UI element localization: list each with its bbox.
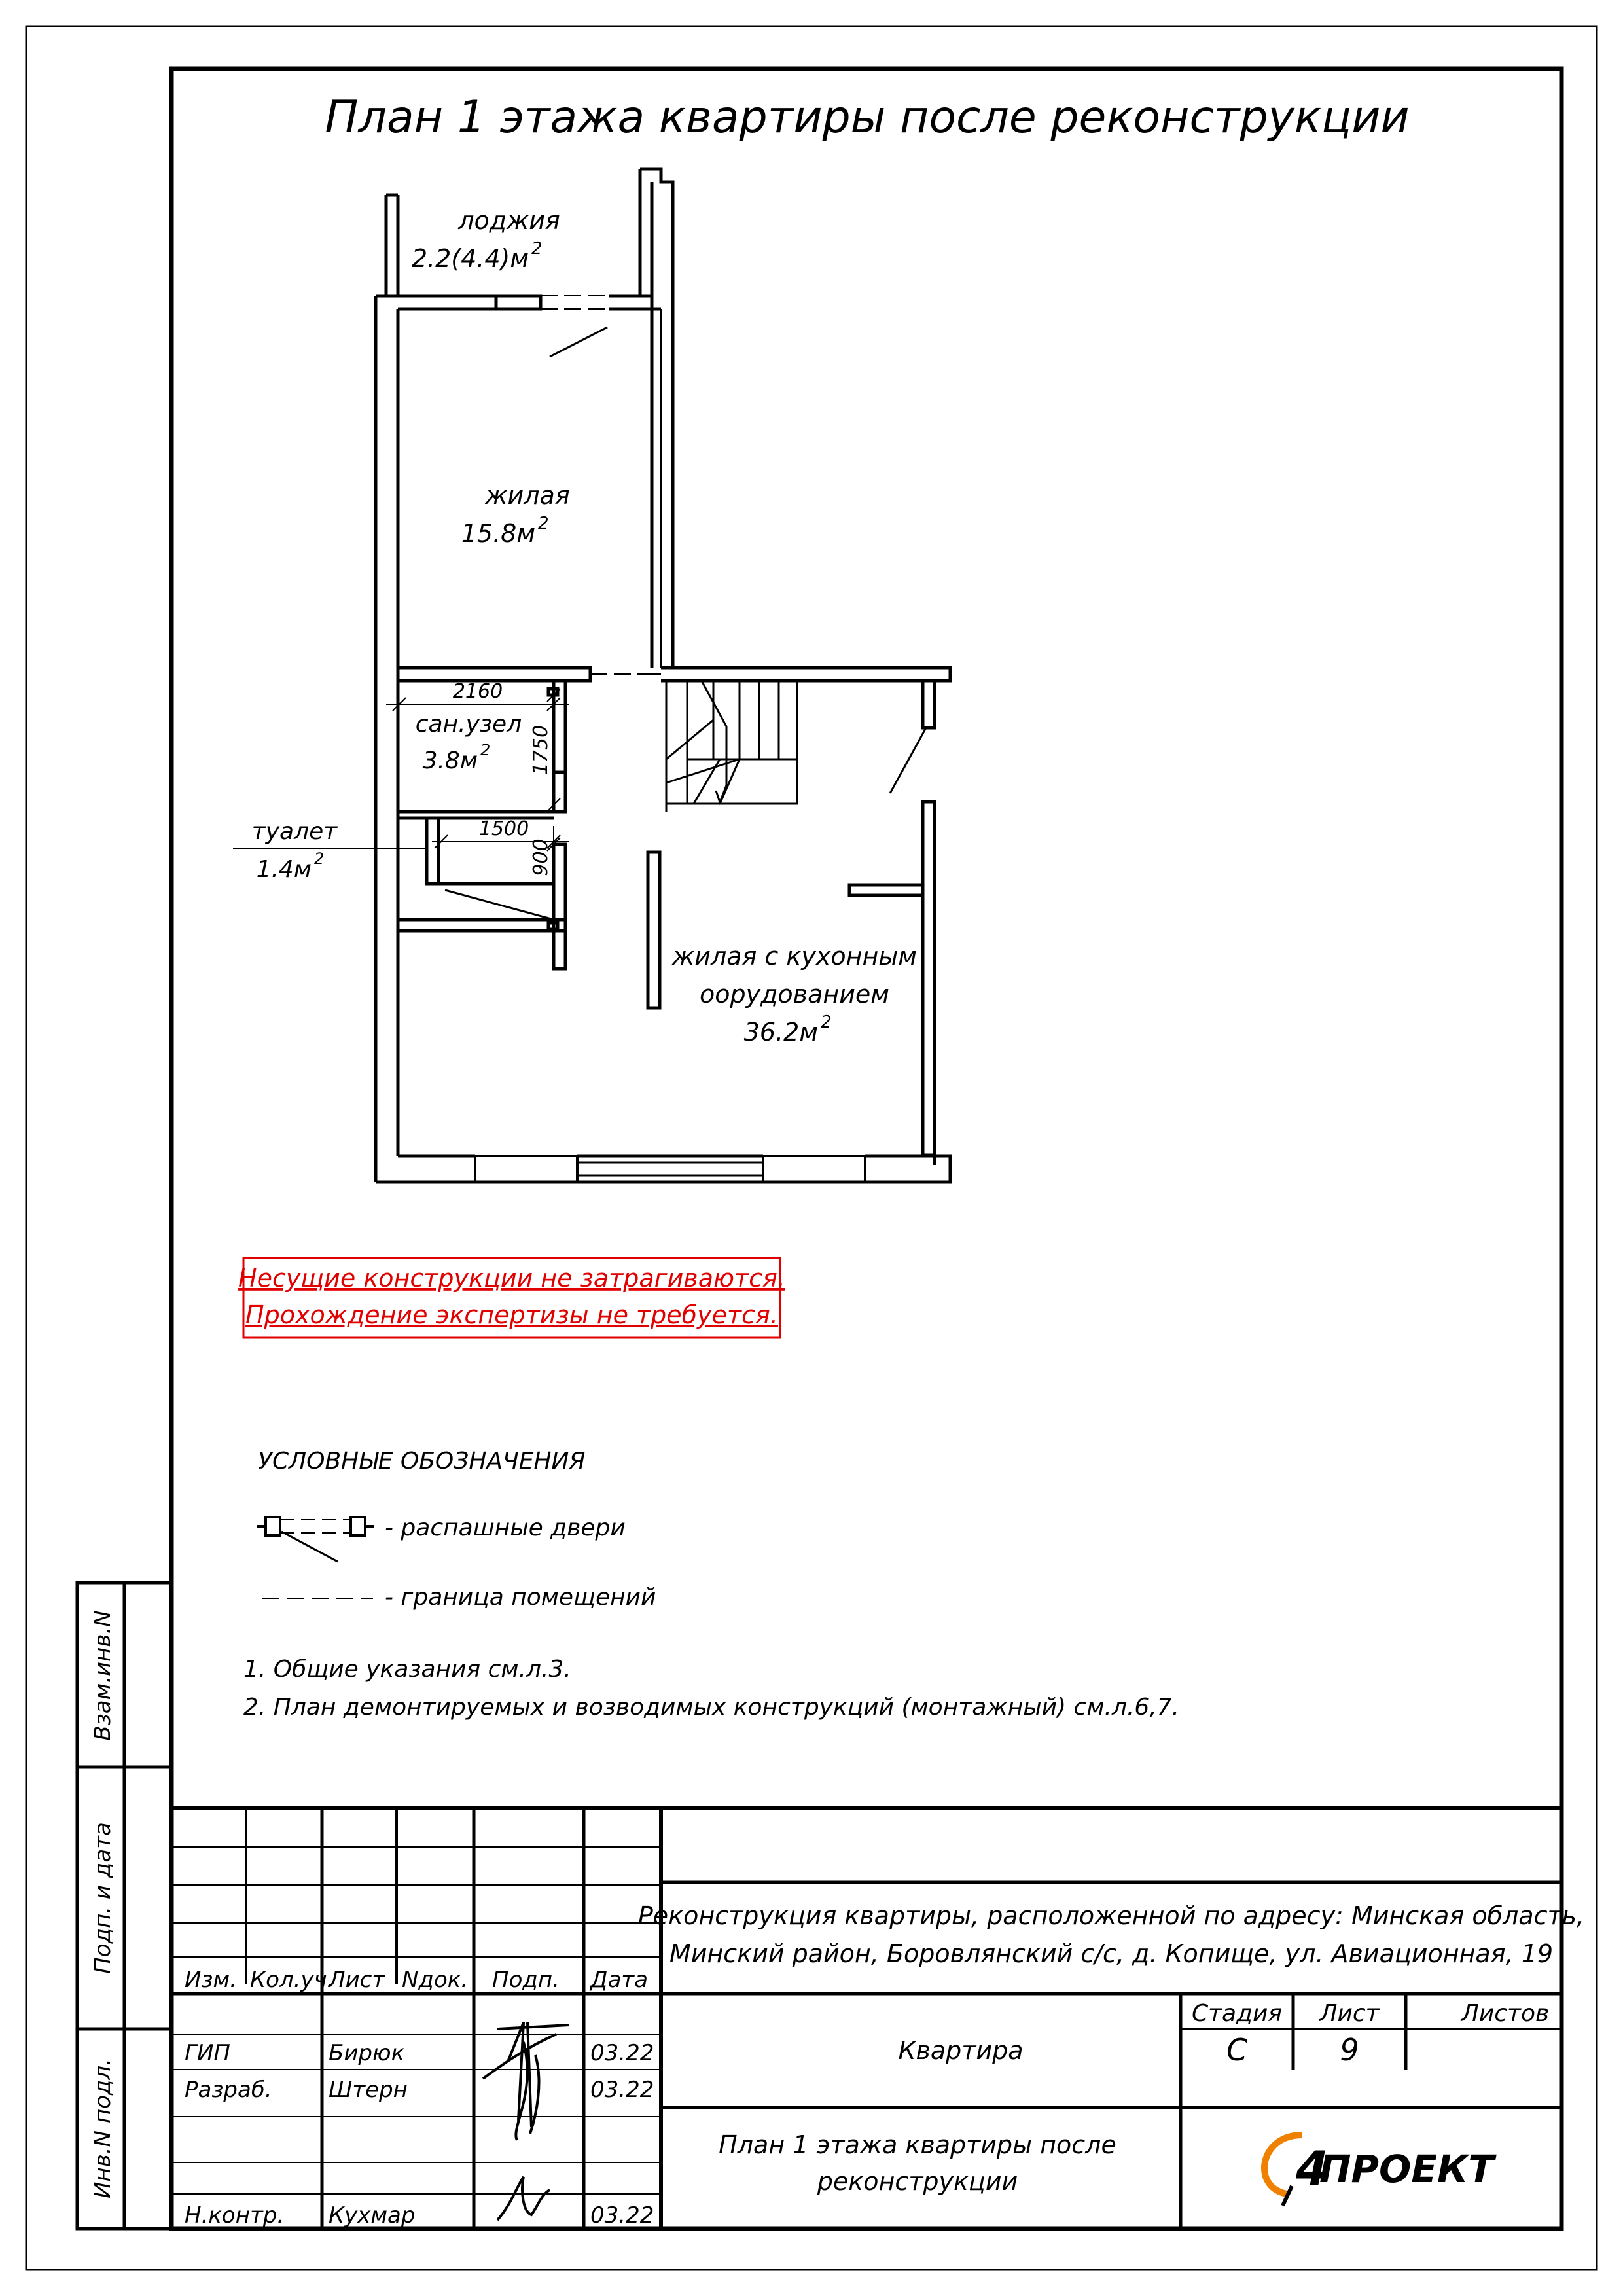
notice-box — [238, 1258, 785, 1338]
bath-area-sup: 2 — [480, 741, 491, 759]
door-symbol-icon — [257, 1517, 374, 1562]
hdr-ndok: Nдок. — [402, 1967, 469, 1993]
loggia-area-sup: 2 — [531, 239, 543, 259]
row-gip-role: ГИП — [185, 2040, 230, 2066]
sheet-value: 9 — [1340, 2032, 1359, 2068]
bath-area: 3.8м — [422, 747, 478, 774]
dim-bath-depth: 1750 — [529, 725, 552, 776]
sheet-title-2: реконструкции — [817, 2167, 1018, 2196]
room-labels — [252, 206, 917, 1047]
hdr-list: Лист — [329, 1967, 385, 1993]
toilet-label: туалет — [251, 818, 338, 845]
row-nk-name: Кухмар — [329, 2202, 416, 2229]
sheet-trim — [26, 26, 1597, 2270]
kitchen-label-1: жилая с кухонным — [672, 942, 917, 971]
row-dev-date: 03.22 — [590, 2077, 654, 2103]
row-nk-role: Н.контр. — [185, 2202, 285, 2229]
toilet-area-sup: 2 — [314, 850, 325, 868]
row-dev-name: Штерн — [329, 2077, 408, 2103]
kitchen-label-2: оорудованием — [700, 980, 889, 1009]
logo-text: ПРОЕКТ — [1319, 2147, 1494, 2191]
floor-plan — [376, 169, 950, 1182]
signatures — [483, 2022, 569, 2220]
legend-door-label: - распашные двери — [385, 1515, 626, 1541]
notice-line-2: Прохождение экспертизы не требуется. — [245, 1300, 778, 1329]
living-label: жилая — [485, 481, 570, 510]
stamp-inv: Инв.N подл. — [90, 2058, 116, 2198]
notice-line-1: Несущие конструкции не затрагиваются. — [238, 1264, 785, 1293]
stamp-podp: Подп. и дата — [90, 1822, 116, 1974]
object-name: Квартира — [898, 2036, 1024, 2065]
living-area: 15.8м — [461, 519, 535, 548]
bath-label: сан.узел — [415, 711, 522, 738]
hdr-izm: Изм. — [185, 1967, 237, 1993]
dim-toilet-depth: 900 — [529, 838, 552, 876]
project-line-2: Минский район, Боровлянский с/с, д. Копище, ул. Авиационная, 19 — [669, 1939, 1554, 1968]
hdr-date: Дата — [590, 1967, 649, 1993]
sheet-title-1: План 1 этажа квартиры после — [719, 2130, 1116, 2159]
row-gip-date: 03.22 — [590, 2040, 654, 2066]
loggia-area: 2.2(4.4)м — [411, 244, 529, 273]
hdr-kolvo: Кол.уч. — [250, 1967, 334, 1993]
project-line-1: Реконструкция квартиры, расположенной по адресу: Минская область, — [637, 1901, 1585, 1930]
drawing-title: План 1 этажа квартиры после реконструкции — [325, 92, 1410, 143]
legend — [257, 1448, 656, 1611]
stage-value: С — [1226, 2032, 1248, 2068]
stage-label: Стадия — [1191, 2000, 1283, 2027]
living-area-sup: 2 — [538, 514, 549, 533]
company-logo — [1264, 2135, 1497, 2206]
legend-boundary-label: - граница помещений — [385, 1584, 656, 1611]
legend-heading: УСЛОВНЫЕ ОБОЗНАЧЕНИЯ — [258, 1448, 586, 1475]
row-nk-date: 03.22 — [590, 2202, 654, 2229]
kitchen-area: 36.2м — [743, 1018, 818, 1047]
note-1: 1. Общие указания см.л.3. — [243, 1656, 571, 1683]
hdr-podp: Подп. — [492, 1967, 560, 1993]
loggia-label: лоджия — [458, 206, 560, 235]
row-dev-role: Разраб. — [185, 2077, 272, 2103]
toilet-area: 1.4м — [256, 856, 312, 883]
stamp-vzam: Взам.инв.N — [90, 1610, 116, 1741]
sheets-label: Листов — [1461, 2000, 1550, 2027]
sheet-label: Лист — [1319, 2000, 1380, 2027]
note-2: 2. План демонтируемых и возводимых конструкций (монтажный) см.л.6,7. — [243, 1694, 1180, 1721]
dim-bath-width: 2160 — [452, 680, 503, 703]
dim-toilet-width: 1500 — [478, 817, 529, 840]
kitchen-area-sup: 2 — [821, 1013, 832, 1032]
row-gip-name: Бирюк — [329, 2040, 405, 2066]
logo-digit: 4 — [1296, 2141, 1329, 2196]
